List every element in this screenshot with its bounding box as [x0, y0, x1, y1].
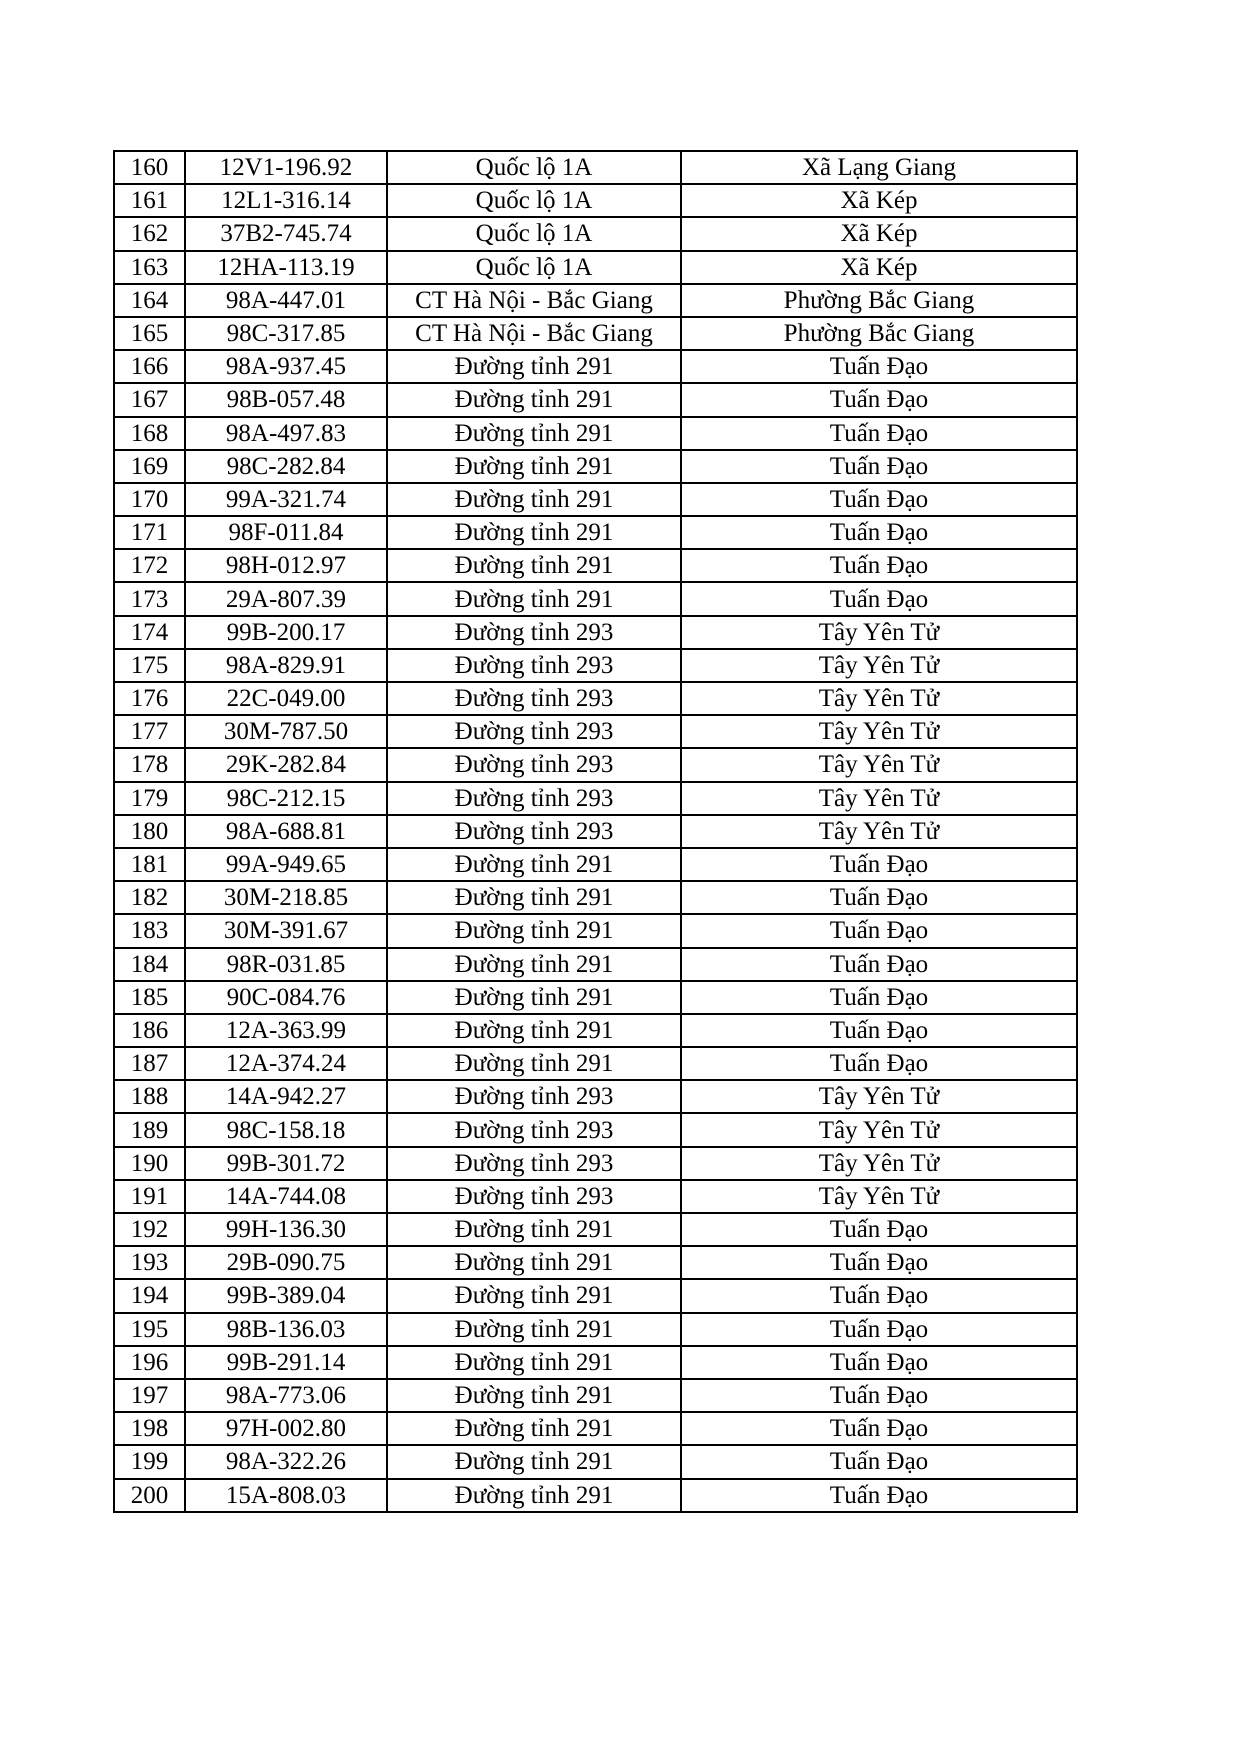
table-row — [114, 748, 1077, 781]
cell-stt: 162 — [114, 217, 185, 250]
cell-stt: 188 — [114, 1080, 185, 1113]
cell-area: Tây Yên Tử — [681, 1180, 1077, 1213]
cell-area: Tuấn Đạo — [681, 1279, 1077, 1312]
cell-road: Đường tỉnh 293 — [387, 1147, 681, 1180]
cell-plate-number: 98A-773.06 — [185, 1379, 387, 1412]
cell-stt: 177 — [114, 715, 185, 748]
cell-road: Quốc lộ 1A — [387, 184, 681, 217]
cell-area: Tuấn Đạo — [681, 483, 1077, 516]
cell-stt: 193 — [114, 1246, 185, 1279]
cell-area: Tây Yên Tử — [681, 715, 1077, 748]
cell-road: Đường tỉnh 291 — [387, 948, 681, 981]
cell-plate-number: 99A-321.74 — [185, 483, 387, 516]
cell-stt: 185 — [114, 981, 185, 1014]
cell-plate-number: 12A-363.99 — [185, 1014, 387, 1047]
cell-plate-number: 12L1-316.14 — [185, 184, 387, 217]
cell-area: Tuấn Đạo — [681, 948, 1077, 981]
cell-road: Đường tỉnh 293 — [387, 616, 681, 649]
cell-stt: 179 — [114, 782, 185, 815]
table-row — [114, 1379, 1077, 1412]
cell-road: Đường tỉnh 291 — [387, 1445, 681, 1478]
table-row — [114, 682, 1077, 715]
cell-plate-number: 99H-136.30 — [185, 1213, 387, 1246]
cell-plate-number: 12A-374.24 — [185, 1047, 387, 1080]
cell-stt: 169 — [114, 450, 185, 483]
table-row — [114, 914, 1077, 947]
table-row — [114, 1279, 1077, 1312]
cell-area: Tuấn Đạo — [681, 350, 1077, 383]
cell-road: Đường tỉnh 291 — [387, 1279, 681, 1312]
table-row — [114, 1346, 1077, 1379]
table-body — [114, 151, 1077, 1512]
cell-stt: 194 — [114, 1279, 185, 1312]
cell-plate-number: 98F-011.84 — [185, 516, 387, 549]
cell-plate-number: 98C-282.84 — [185, 450, 387, 483]
cell-road: Đường tỉnh 291 — [387, 1313, 681, 1346]
cell-plate-number: 12V1-196.92 — [185, 151, 387, 184]
table-row — [114, 1412, 1077, 1445]
cell-road: Đường tỉnh 293 — [387, 815, 681, 848]
cell-road: Đường tỉnh 291 — [387, 516, 681, 549]
cell-stt: 184 — [114, 948, 185, 981]
table-row — [114, 948, 1077, 981]
cell-road: CT Hà Nội - Bắc Giang — [387, 317, 681, 350]
cell-stt: 165 — [114, 317, 185, 350]
cell-road: Đường tỉnh 291 — [387, 582, 681, 615]
cell-stt: 182 — [114, 881, 185, 914]
cell-stt: 163 — [114, 251, 185, 284]
table-row — [114, 549, 1077, 582]
cell-plate-number: 98A-937.45 — [185, 350, 387, 383]
cell-road: Đường tỉnh 291 — [387, 848, 681, 881]
cell-area: Tuấn Đạo — [681, 1246, 1077, 1279]
cell-road: Đường tỉnh 293 — [387, 1080, 681, 1113]
cell-stt: 183 — [114, 914, 185, 947]
cell-road: CT Hà Nội - Bắc Giang — [387, 284, 681, 317]
cell-road: Quốc lộ 1A — [387, 217, 681, 250]
table-row — [114, 217, 1077, 250]
table-row — [114, 284, 1077, 317]
cell-road: Đường tỉnh 293 — [387, 1113, 681, 1146]
cell-area: Tuấn Đạo — [681, 1412, 1077, 1445]
table-row — [114, 1445, 1077, 1478]
cell-area: Phường Bắc Giang — [681, 317, 1077, 350]
vehicle-violation-table — [113, 150, 1078, 1513]
cell-plate-number: 22C-049.00 — [185, 682, 387, 715]
cell-area: Tuấn Đạo — [681, 914, 1077, 947]
cell-stt: 195 — [114, 1313, 185, 1346]
cell-area: Tuấn Đạo — [681, 1379, 1077, 1412]
cell-stt: 166 — [114, 350, 185, 383]
cell-plate-number: 98C-317.85 — [185, 317, 387, 350]
cell-road: Đường tỉnh 291 — [387, 417, 681, 450]
cell-road: Đường tỉnh 291 — [387, 881, 681, 914]
cell-road: Đường tỉnh 291 — [387, 1047, 681, 1080]
cell-road: Đường tỉnh 291 — [387, 450, 681, 483]
cell-road: Đường tỉnh 293 — [387, 649, 681, 682]
cell-area: Xã Kép — [681, 217, 1077, 250]
cell-stt: 180 — [114, 815, 185, 848]
cell-stt: 189 — [114, 1113, 185, 1146]
cell-area: Tuấn Đạo — [681, 450, 1077, 483]
cell-stt: 172 — [114, 549, 185, 582]
cell-road: Đường tỉnh 293 — [387, 715, 681, 748]
table-row — [114, 782, 1077, 815]
cell-road: Đường tỉnh 293 — [387, 782, 681, 815]
cell-plate-number: 98A-447.01 — [185, 284, 387, 317]
table-row — [114, 616, 1077, 649]
cell-stt: 191 — [114, 1180, 185, 1213]
table-row — [114, 184, 1077, 217]
cell-stt: 198 — [114, 1412, 185, 1445]
cell-plate-number: 12HA-113.19 — [185, 251, 387, 284]
cell-stt: 168 — [114, 417, 185, 450]
table-row — [114, 317, 1077, 350]
cell-area: Tây Yên Tử — [681, 748, 1077, 781]
table-row — [114, 383, 1077, 416]
cell-plate-number: 29A-807.39 — [185, 582, 387, 615]
cell-plate-number: 90C-084.76 — [185, 981, 387, 1014]
cell-plate-number: 14A-744.08 — [185, 1180, 387, 1213]
cell-plate-number: 98C-212.15 — [185, 782, 387, 815]
cell-plate-number: 14A-942.27 — [185, 1080, 387, 1113]
cell-area: Tuấn Đạo — [681, 516, 1077, 549]
cell-road: Đường tỉnh 291 — [387, 914, 681, 947]
cell-road: Đường tỉnh 293 — [387, 682, 681, 715]
cell-area: Tây Yên Tử — [681, 1147, 1077, 1180]
table-row — [114, 1479, 1077, 1512]
cell-road: Đường tỉnh 293 — [387, 1180, 681, 1213]
cell-plate-number: 98A-322.26 — [185, 1445, 387, 1478]
cell-plate-number: 98A-829.91 — [185, 649, 387, 682]
cell-plate-number: 99B-291.14 — [185, 1346, 387, 1379]
cell-road: Đường tỉnh 291 — [387, 1412, 681, 1445]
cell-stt: 200 — [114, 1479, 185, 1512]
cell-area: Xã Lạng Giang — [681, 151, 1077, 184]
table-row — [114, 450, 1077, 483]
table-row — [114, 516, 1077, 549]
cell-plate-number: 99A-949.65 — [185, 848, 387, 881]
table-row — [114, 881, 1077, 914]
cell-road: Đường tỉnh 291 — [387, 1346, 681, 1379]
cell-stt: 173 — [114, 582, 185, 615]
cell-road: Đường tỉnh 291 — [387, 483, 681, 516]
cell-road: Quốc lộ 1A — [387, 251, 681, 284]
cell-area: Tuấn Đạo — [681, 1014, 1077, 1047]
table-row — [114, 1147, 1077, 1180]
table-row — [114, 981, 1077, 1014]
table-row — [114, 1313, 1077, 1346]
cell-road: Đường tỉnh 291 — [387, 1479, 681, 1512]
cell-stt: 181 — [114, 848, 185, 881]
table-row — [114, 251, 1077, 284]
cell-area: Tây Yên Tử — [681, 782, 1077, 815]
cell-area: Tuấn Đạo — [681, 582, 1077, 615]
table-row — [114, 1246, 1077, 1279]
cell-plate-number: 98B-057.48 — [185, 383, 387, 416]
cell-road: Đường tỉnh 291 — [387, 383, 681, 416]
cell-plate-number: 99B-389.04 — [185, 1279, 387, 1312]
table-row — [114, 151, 1077, 184]
cell-road: Đường tỉnh 291 — [387, 549, 681, 582]
cell-plate-number: 98R-031.85 — [185, 948, 387, 981]
cell-stt: 186 — [114, 1014, 185, 1047]
cell-plate-number: 98H-012.97 — [185, 549, 387, 582]
table-row — [114, 1213, 1077, 1246]
cell-road: Đường tỉnh 291 — [387, 981, 681, 1014]
table-row — [114, 1113, 1077, 1146]
cell-area: Tây Yên Tử — [681, 815, 1077, 848]
table-row — [114, 1080, 1077, 1113]
cell-area: Tây Yên Tử — [681, 649, 1077, 682]
cell-area: Tuấn Đạo — [681, 848, 1077, 881]
cell-area: Tuấn Đạo — [681, 417, 1077, 450]
cell-stt: 187 — [114, 1047, 185, 1080]
cell-stt: 174 — [114, 616, 185, 649]
table-row — [114, 1180, 1077, 1213]
cell-plate-number: 29B-090.75 — [185, 1246, 387, 1279]
cell-plate-number: 15A-808.03 — [185, 1479, 387, 1512]
cell-road: Đường tỉnh 291 — [387, 1379, 681, 1412]
cell-area: Tuấn Đạo — [681, 881, 1077, 914]
cell-plate-number: 97H-002.80 — [185, 1412, 387, 1445]
cell-plate-number: 30M-787.50 — [185, 715, 387, 748]
table-row — [114, 582, 1077, 615]
cell-area: Tuấn Đạo — [681, 1445, 1077, 1478]
cell-plate-number: 37B2-745.74 — [185, 217, 387, 250]
table-row — [114, 417, 1077, 450]
cell-stt: 190 — [114, 1147, 185, 1180]
cell-area: Tuấn Đạo — [681, 1313, 1077, 1346]
table-row — [114, 350, 1077, 383]
table-row — [114, 848, 1077, 881]
cell-road: Đường tỉnh 293 — [387, 748, 681, 781]
table-row — [114, 715, 1077, 748]
cell-stt: 175 — [114, 649, 185, 682]
cell-plate-number: 98A-688.81 — [185, 815, 387, 848]
cell-area: Tây Yên Tử — [681, 616, 1077, 649]
cell-road: Quốc lộ 1A — [387, 151, 681, 184]
cell-area: Tuấn Đạo — [681, 1047, 1077, 1080]
cell-plate-number: 99B-301.72 — [185, 1147, 387, 1180]
cell-stt: 196 — [114, 1346, 185, 1379]
cell-stt: 161 — [114, 184, 185, 217]
cell-stt: 171 — [114, 516, 185, 549]
cell-plate-number: 30M-218.85 — [185, 881, 387, 914]
cell-area: Xã Kép — [681, 184, 1077, 217]
cell-stt: 176 — [114, 682, 185, 715]
cell-stt: 199 — [114, 1445, 185, 1478]
cell-stt: 170 — [114, 483, 185, 516]
cell-area: Tuấn Đạo — [681, 549, 1077, 582]
cell-stt: 160 — [114, 151, 185, 184]
table-row — [114, 649, 1077, 682]
cell-stt: 167 — [114, 383, 185, 416]
cell-stt: 197 — [114, 1379, 185, 1412]
cell-area: Tuấn Đạo — [681, 383, 1077, 416]
cell-plate-number: 98C-158.18 — [185, 1113, 387, 1146]
cell-road: Đường tỉnh 291 — [387, 1213, 681, 1246]
cell-area: Tuấn Đạo — [681, 1346, 1077, 1379]
table-row — [114, 1047, 1077, 1080]
cell-road: Đường tỉnh 291 — [387, 1014, 681, 1047]
table-row — [114, 483, 1077, 516]
table-row — [114, 815, 1077, 848]
cell-area: Tây Yên Tử — [681, 1080, 1077, 1113]
cell-road: Đường tỉnh 291 — [387, 1246, 681, 1279]
cell-area: Tuấn Đạo — [681, 981, 1077, 1014]
cell-stt: 178 — [114, 748, 185, 781]
cell-area: Tuấn Đạo — [681, 1479, 1077, 1512]
cell-area: Tây Yên Tử — [681, 1113, 1077, 1146]
cell-plate-number: 30M-391.67 — [185, 914, 387, 947]
cell-road: Đường tỉnh 291 — [387, 350, 681, 383]
cell-stt: 164 — [114, 284, 185, 317]
cell-plate-number: 98A-497.83 — [185, 417, 387, 450]
cell-plate-number: 99B-200.17 — [185, 616, 387, 649]
cell-area: Phường Bắc Giang — [681, 284, 1077, 317]
cell-plate-number: 29K-282.84 — [185, 748, 387, 781]
cell-stt: 192 — [114, 1213, 185, 1246]
cell-area: Xã Kép — [681, 251, 1077, 284]
cell-area: Tuấn Đạo — [681, 1213, 1077, 1246]
cell-area: Tây Yên Tử — [681, 682, 1077, 715]
table-row — [114, 1014, 1077, 1047]
cell-plate-number: 98B-136.03 — [185, 1313, 387, 1346]
